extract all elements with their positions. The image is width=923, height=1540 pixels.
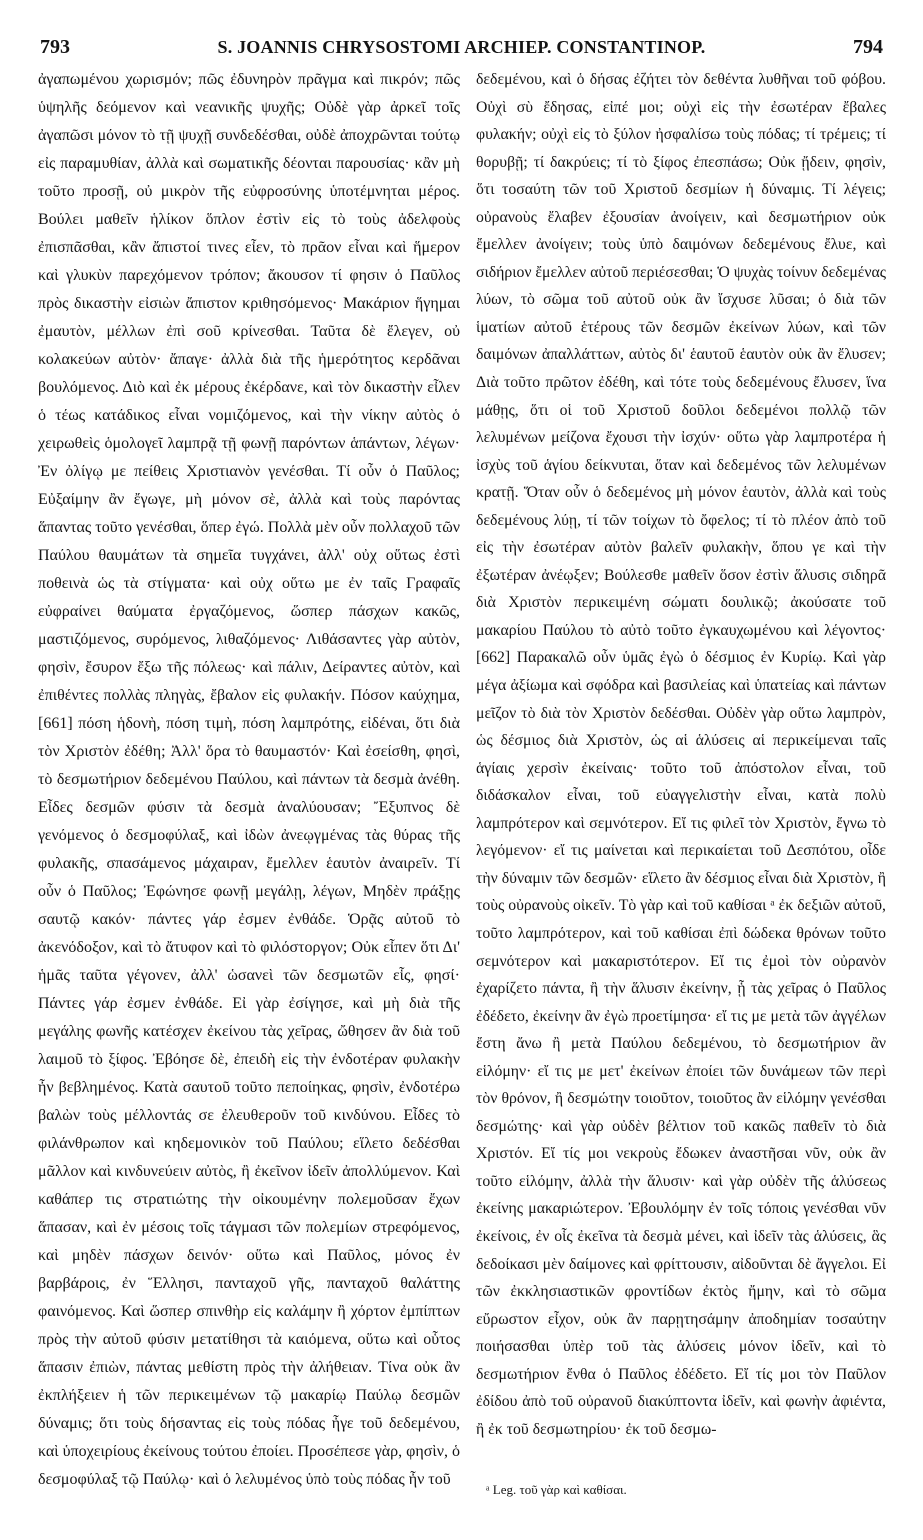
page-number-right: 794 xyxy=(853,36,883,58)
running-title: S. JOANNIS CHRYSOSTOMI ARCHIEP. CONSTANTINOP. xyxy=(217,37,706,57)
right-column xyxy=(476,66,886,1443)
left-column xyxy=(38,66,460,1494)
page-number-left: 793 xyxy=(40,36,70,58)
left-column-text: ἀγαπωμένου χωρισμόν; πῶς ἐδυνηρὸν πρᾶγμα καὶ πικρόν; πῶς ὑψηλῆς δεόμενον καὶ νεανικῆς ψυχῆς; Οὐδὲ γὰρ ἀρκεῖ τοῖς ἀγαπῶσι μόνον τὸ τῇ ψυχῇ συνδεδέσθαι, οὐδὲ ἀποχρῶνται τούτῳ εἰς παραμυθίαν, ἀλλὰ καὶ σωματικῆς δέονται παρουσίας· κἂν μὴ τοῦτο προσῇ, οὐ μικρὸν τῆς εὐφροσύνης ὑποτέμνηται μέρος. Βούλει μαθεῖν ἡλίκον ὅπλον ἐστὶν εἰς τὸ τοὺς ἀδελφοὺς ἐπισπᾶσθαι, κἂν ἄπιστοί τινες εἶεν, τὸ πρᾶον εἶναι καὶ ἥμερον καὶ γλυκὺν παρεχόμενον τρόπον; ἄκουσον τί φησιν ὁ Παῦλος πρὸς δικαστὴν εἰσιὼν ἄπιστον κριθησόμενος· Μακάριον ἥγημαι ἐμαυτὸν, μέλλων ἐπὶ σοῦ κρίνεσθαι. Ταῦτα δὲ ἔλεγεν, οὐ κολακεύων αὐτὸν· ἄπαγε· ἀλλὰ διὰ τῆς ἡμερότητος κερδᾶναι βουλόμενος. Διὸ καὶ ἐκ μέρους ἐκέρδανε, καὶ τὸν δικαστὴν εἶλεν ὁ τέως κατάδικος εἶναι νομιζόμενος, καὶ τὴν νίκην αὐτὸς ὁ χειρωθεὶς ὁμολογεῖ λαμπρᾷ τῇ φωνῇ παρόντων ἁπάντων, λέγων· Ἐν ὀλίγῳ με πείθεις Χριστιανὸν γενέσθαι. Τί οὖν ὁ Παῦλος; Εὐξαίμην ἂν ἔγωγε, μὴ μόνον σὲ, ἀλλὰ καὶ τοὺς παρόντας ἅπαντας τοῦτο γενέσθαι, ὅπερ ἐγώ. Πολλὰ μὲν οὖν πολλαχοῦ τῶν Παύλου θαυμάτων τὰ σημεῖα τυγχάνει, ἀλλ' οὐχ οὕτως ἐστὶ ποθεινὰ ὡς τὰ στίγματα· καὶ οὐχ οὕτω με ἐν ταῖς Γραφαῖς εὐφραίνει θαύματα ἐργαζόμενος, ὥσπερ πάσχων κακῶς, μαστιζόμενος, συρόμενος, λιθαζόμενος· Λιθάσαντες γὰρ αὐτὸν, φησὶν, ἔσυρον ἔξω τῆς πόλεως· καὶ πάλιν, Δείραντες αὐτὸν, καὶ ἐπιθέντες πολλὰς πληγὰς, ἔβαλον εἰς φυλακήν. Πόσον καύχημα, [661] πόση ἡδονὴ, πόση τιμὴ, πόση λαμπρότης, εἰδέναι, ὅτι διὰ τὸν Χριστὸν ἐδέθη; Ἀλλ' ὅρα τὸ θαυμαστόν· Καὶ ἐσείσθη, φησὶ, τὸ δεσμωτήριον δεδεμένου Παύλου, καὶ πάντων τὰ δεσμὰ ἀνέθη. Εἶδες δεσμῶν φύσιν τὰ δεσμὰ ἀναλύουσαν; Ἔξυπνος δὲ γενόμενος ὁ δεσμοφύλαξ, καὶ ἰδὼν ἀνεῳγμένας τὰς θύρας τῆς φυλακῆς, σπασάμενος μάχαιραν, ἔμελλεν ἑαυτὸν ἀναιρεῖν. Τί οὖν ὁ Παῦλος; Ἐφώνησε φωνῇ μεγάλῃ, λέγων, Μηδὲν πράξῃς σαυτῷ κακόν· πάντες γάρ ἐσμεν ἐνθάδε. Ὁρᾷς αὐτοῦ τὸ ἀκενόδοξον, καὶ τὸ ἄτυφον καὶ τὸ φιλόστοργον; Οὐκ εἶπεν ὅτι Δι' ἡμᾶς ταῦτα γέγονεν, ἀλλ' ὡσανεὶ τῶν δεσμωτῶν εἷς, φησί· Πάντες γάρ ἐσμεν ἐνθάδε. Εἰ γὰρ ἐσίγησε, καὶ μὴ διὰ τῆς μεγάλης φωνῆς κατέσχεν ἐκείνου τὰς χεῖρας, ὤθησεν ἂν διὰ τοῦ λαιμοῦ τὸ ξίφος. Ἐβόησε δὲ, ἐπειδὴ εἰς τὴν ἐνδοτέραν φυλακὴν ἦν βεβλημένος. Κατὰ σαυτοῦ τοῦτο πεποίηκας, φησὶν, ἐνδοτέρω βαλὼν τοὺς μέλλοντάς σε ἐλευθεροῦν τοῦ κινδύνου. Εἶδες τὸ φιλάνθρωπον καὶ κηδεμονικὸν τοῦ Παύλου; εἵλετο δεδέσθαι μᾶλλον καὶ κινδυνεύειν αὐτὸς, ἢ ἐκεῖνον ἰδεῖν ἀπολλύμενον. Καὶ καθάπερ τις στρατιώτης τὴν οἰκουμένην πολεμοῦσαν ἔχων ἅπασαν, καὶ ἐν μέσοις τοῖς τάγμασι τῶν πολεμίων στρεφόμενος, καὶ μηδὲν πάσχων δεινόν· οὕτω καὶ Παῦλος, μόνος ἐν βαρβάροις, ἐν Ἕλλησι, πανταχοῦ γῆς, πανταχοῦ θαλάττης φαινόμενος. Καὶ ὥσπερ σπινθὴρ εἰς καλάμην ἢ χόρτον ἐμπίπτων πρὸς τὴν αὐτοῦ φύσιν μετατίθησι τὰ καιόμενα, οὕτω καὶ οὗτος ἅπασιν ἐπιὼν, πάντας μεθίστη πρὸς τὴν ἀλήθειαν. Τίνα οὐκ ἂν ἐκπλήξειεν ἡ τῶν περικειμένων τῷ μακαρίῳ Παύλῳ δεσμῶν δύναμις; ὅτι τοὺς δήσαντας εἰς τοὺς πόδας ἦγε τοῦ δεδεμένου, καὶ ὑποχειρίους ἐκείνους τούτου ἐποίει. Προσέπεσε γὰρ, φησὶν, ὁ δεσμοφύλαξ τῷ Παύλῳ· καὶ ὁ λελυμένος ὑπὸ τοὺς πόδας ἦν τοῦ xyxy=(38,71,460,1488)
footnote: ᵃ Leg. τοῦ γὰρ καὶ καθίσαι. xyxy=(486,1482,627,1497)
right-column-text: δεδεμένου, καὶ ὁ δήσας ἐζήτει τὸν δεθέντα λυθῆναι τοῦ φόβου. Οὐχὶ σὺ ἔδησας, εἰπέ μοι; οὐχὶ εἰς τὴν ἐσωτέραν ἔβαλες φυλακήν; οὐχὶ εἰς τὸ ξύλον ἠσφαλίσω τοὺς πόδας; τί τρέμεις; τί θορυβῇ; τί δακρύεις; τί τὸ ξίφος ἐπεσπάσω; Οὐκ ᾔδειν, φησὶν, ὅτι τοσαύτη τῶν τοῦ Χριστοῦ δεσμίων ἡ δύναμις. Τί λέγεις; οὐρανοὺς ἔλαβεν ἐξουσίαν ἀνοίγειν, καὶ δεσμωτήριον οὐκ ἔμελλεν ἀνοίγειν; τοὺς ὑπὸ δαιμόνων δεδεμένους ἔλυε, καὶ σιδήριον ἔμελλεν αὐτοῦ περιέσεσθαι; Ὁ ψυχὰς τοίνυν δεδεμένας λύων, τὸ σῶμα τοῦ αὐτοῦ οὐκ ἂν ἴσχυσε λῦσαι; ὁ διὰ τῶν ἱματίων αὐτοῦ ἑτέρους τῶν δεσμῶν ἐκείνων λύων, καὶ τῶν δαιμόνων ἀπαλλάττων, αὐτὸς δι' ἑαυτοῦ ἑαυτὸν οὐκ ἂν ἔλυσεν; Διὰ τοῦτο πρῶτον ἐδέθη, καὶ τότε τοὺς δεδεμένους ἔλυσεν, ἵνα μάθῃς, ὅτι οἱ τοῦ Χριστοῦ δοῦλοι δεδεμένοι πολλῷ τῶν λελυμένων μείζονα ἔχουσι τὴν ἰσχύν· οὕτω γὰρ λαμπροτέρα ἡ ἰσχὺς τοῦ ἁγίου δείκνυται, ὅταν καὶ δεδεμένος τῶν λελυμένων κρατῇ. Ὅταν οὖν ὁ δεδεμένος μὴ μόνον ἑαυτὸν, ἀλλὰ καὶ τοὺς δεδεμένους λύῃ, τί τῶν τοίχων τὸ ὄφελος; τί τὸ πλέον ἀπὸ τοῦ εἰς τὴν ἐσωτέραν αὐτὸν βαλεῖν φυλακὴν, ὅπου γε καὶ τὴν ἐξωτέραν ἀνέῳξεν; Βούλεσθε μαθεῖν ὅσον ἐστὶν ἅλυσις σιδηρᾶ διὰ Χριστὸν περικειμένη σώματι δουλικῷ; ἀκούσατε τοῦ μακαρίου Παύλου τὸ αὐτὸ τοῦτο ἐγκαυχωμένου καὶ λέγοντος· [662] Παρακαλῶ οὖν ὑμᾶς ἐγὼ ὁ δέσμιος ἐν Κυρίῳ. Καὶ γὰρ μέγα ἀξίωμα καὶ σφόδρα καὶ βασιλείας καὶ ὑπατείας καὶ πάντων μεῖζον τὸ διὰ τὸν Χριστὸν δεδέσθαι. Οὐδὲν γὰρ οὕτω λαμπρὸν, ὡς δέσμιος διὰ Χριστὸν, ὡς αἱ ἁλύσεις αἱ περικείμεναι ταῖς ἁγίαις χερσὶν ἐκείναις· τοῦτο τοῦ ἀπόστολον εἶναι, τοῦ διδάσκαλον εἶναι, τοῦ εὐαγγελιστὴν εἶναι, κατὰ πολὺ λαμπρότερον καὶ σεμνότερον. Εἴ τις φιλεῖ τὸν Χριστὸν, ἔγνω τὸ λεγόμενον· εἴ τις μαίνεται καὶ περικαίεται τοῦ Δεσπότου, οἶδε τὴν δύναμιν τῶν δεσμῶν· εἵλετο ἂν δέσμιος εἶναι διὰ Χριστὸν, ἢ τοὺς οὐρανοὺς οἰκεῖν. Τὸ γὰρ καὶ τοῦ καθίσαι ᵃ ἐκ δεξιῶν αὐτοῦ, τοῦτο λαμπρότερον, καὶ τοῦ καθίσαι ἐπὶ δώδεκα θρόνων τοῦτο σεμνότερον καὶ μακαριστότερον. Εἴ τις ἐμοὶ τὸν οὐρανὸν ἐχαρίζετο πάντα, ἢ τὴν ἅλυσιν ἐκείνην, ᾗ τὰς χεῖρας ὁ Παῦλος ἐδέδετο, ἐκείνην ἂν ἐγὼ προετίμησα· εἴ τις με μετὰ τῶν ἀγγέλων ἔστη ἄνω ἢ μετὰ Παύλου δεδεμένου, τὸ δεσμωτήριον ἂν εἱλόμην· εἴ τις με μετ' ἐκείνων ἐποίει τῶν δυνάμεων τῶν περὶ τὸν θρόνον, ἢ δεσμώτην τοιοῦτον, τοιοῦτος ἂν εἱλόμην γενέσθαι δεσμώτης· καὶ γὰρ οὐδὲν βέλτιον τοῦ κακῶς παθεῖν τὸ διὰ Χριστόν. Εἴ τίς μοι νεκροὺς ἔδωκεν ἀναστῆσαι νῦν, οὐκ ἂν τοῦτο εἱλόμην, ἀλλὰ τὴν ἅλυσιν· καὶ γὰρ οὐδὲν τῆς ἁλύσεως ἐκείνης μακαριώτερον. Ἐβουλόμην ἐν τοῖς τόποις γενέσθαι νῦν ἐκείνοις, ἐν οἷς ἐκεῖνα τὰ δεσμὰ μένει, καὶ ἰδεῖν τὰς ἁλύσεις, ἃς δεδοίκασι μὲν δαίμονες καὶ φρίττουσιν, αἰδοῦνται δὲ ἄγγελοι. Εἰ τῶν ἐκκλησιαστικῶν φροντίδων ἐκτὸς ἤμην, καὶ τὸ σῶμα εὔρωστον εἶχον, οὐκ ἂν παρῃτησάμην ἀποδημίαν τοσαύτην ποιήσασθαι ὑπὲρ τοῦ τὰς ἁλύσεις μόνον ἰδεῖν, καὶ τὸ δεσμωτήριον ἔνθα ὁ Παῦλος ἐδέδετο. Εἴ τίς μοι τὸν Παῦλον ἐδίδου ἀπὸ τοῦ οὐρανοῦ διακύπτοντα ἰδεῖν, καὶ φωνὴν ἀφιέντα, ἢ ἐκ τοῦ δεσμωτηρίου· ἐκ τοῦ δεσμω- xyxy=(476,71,886,1438)
page-header xyxy=(40,36,883,60)
